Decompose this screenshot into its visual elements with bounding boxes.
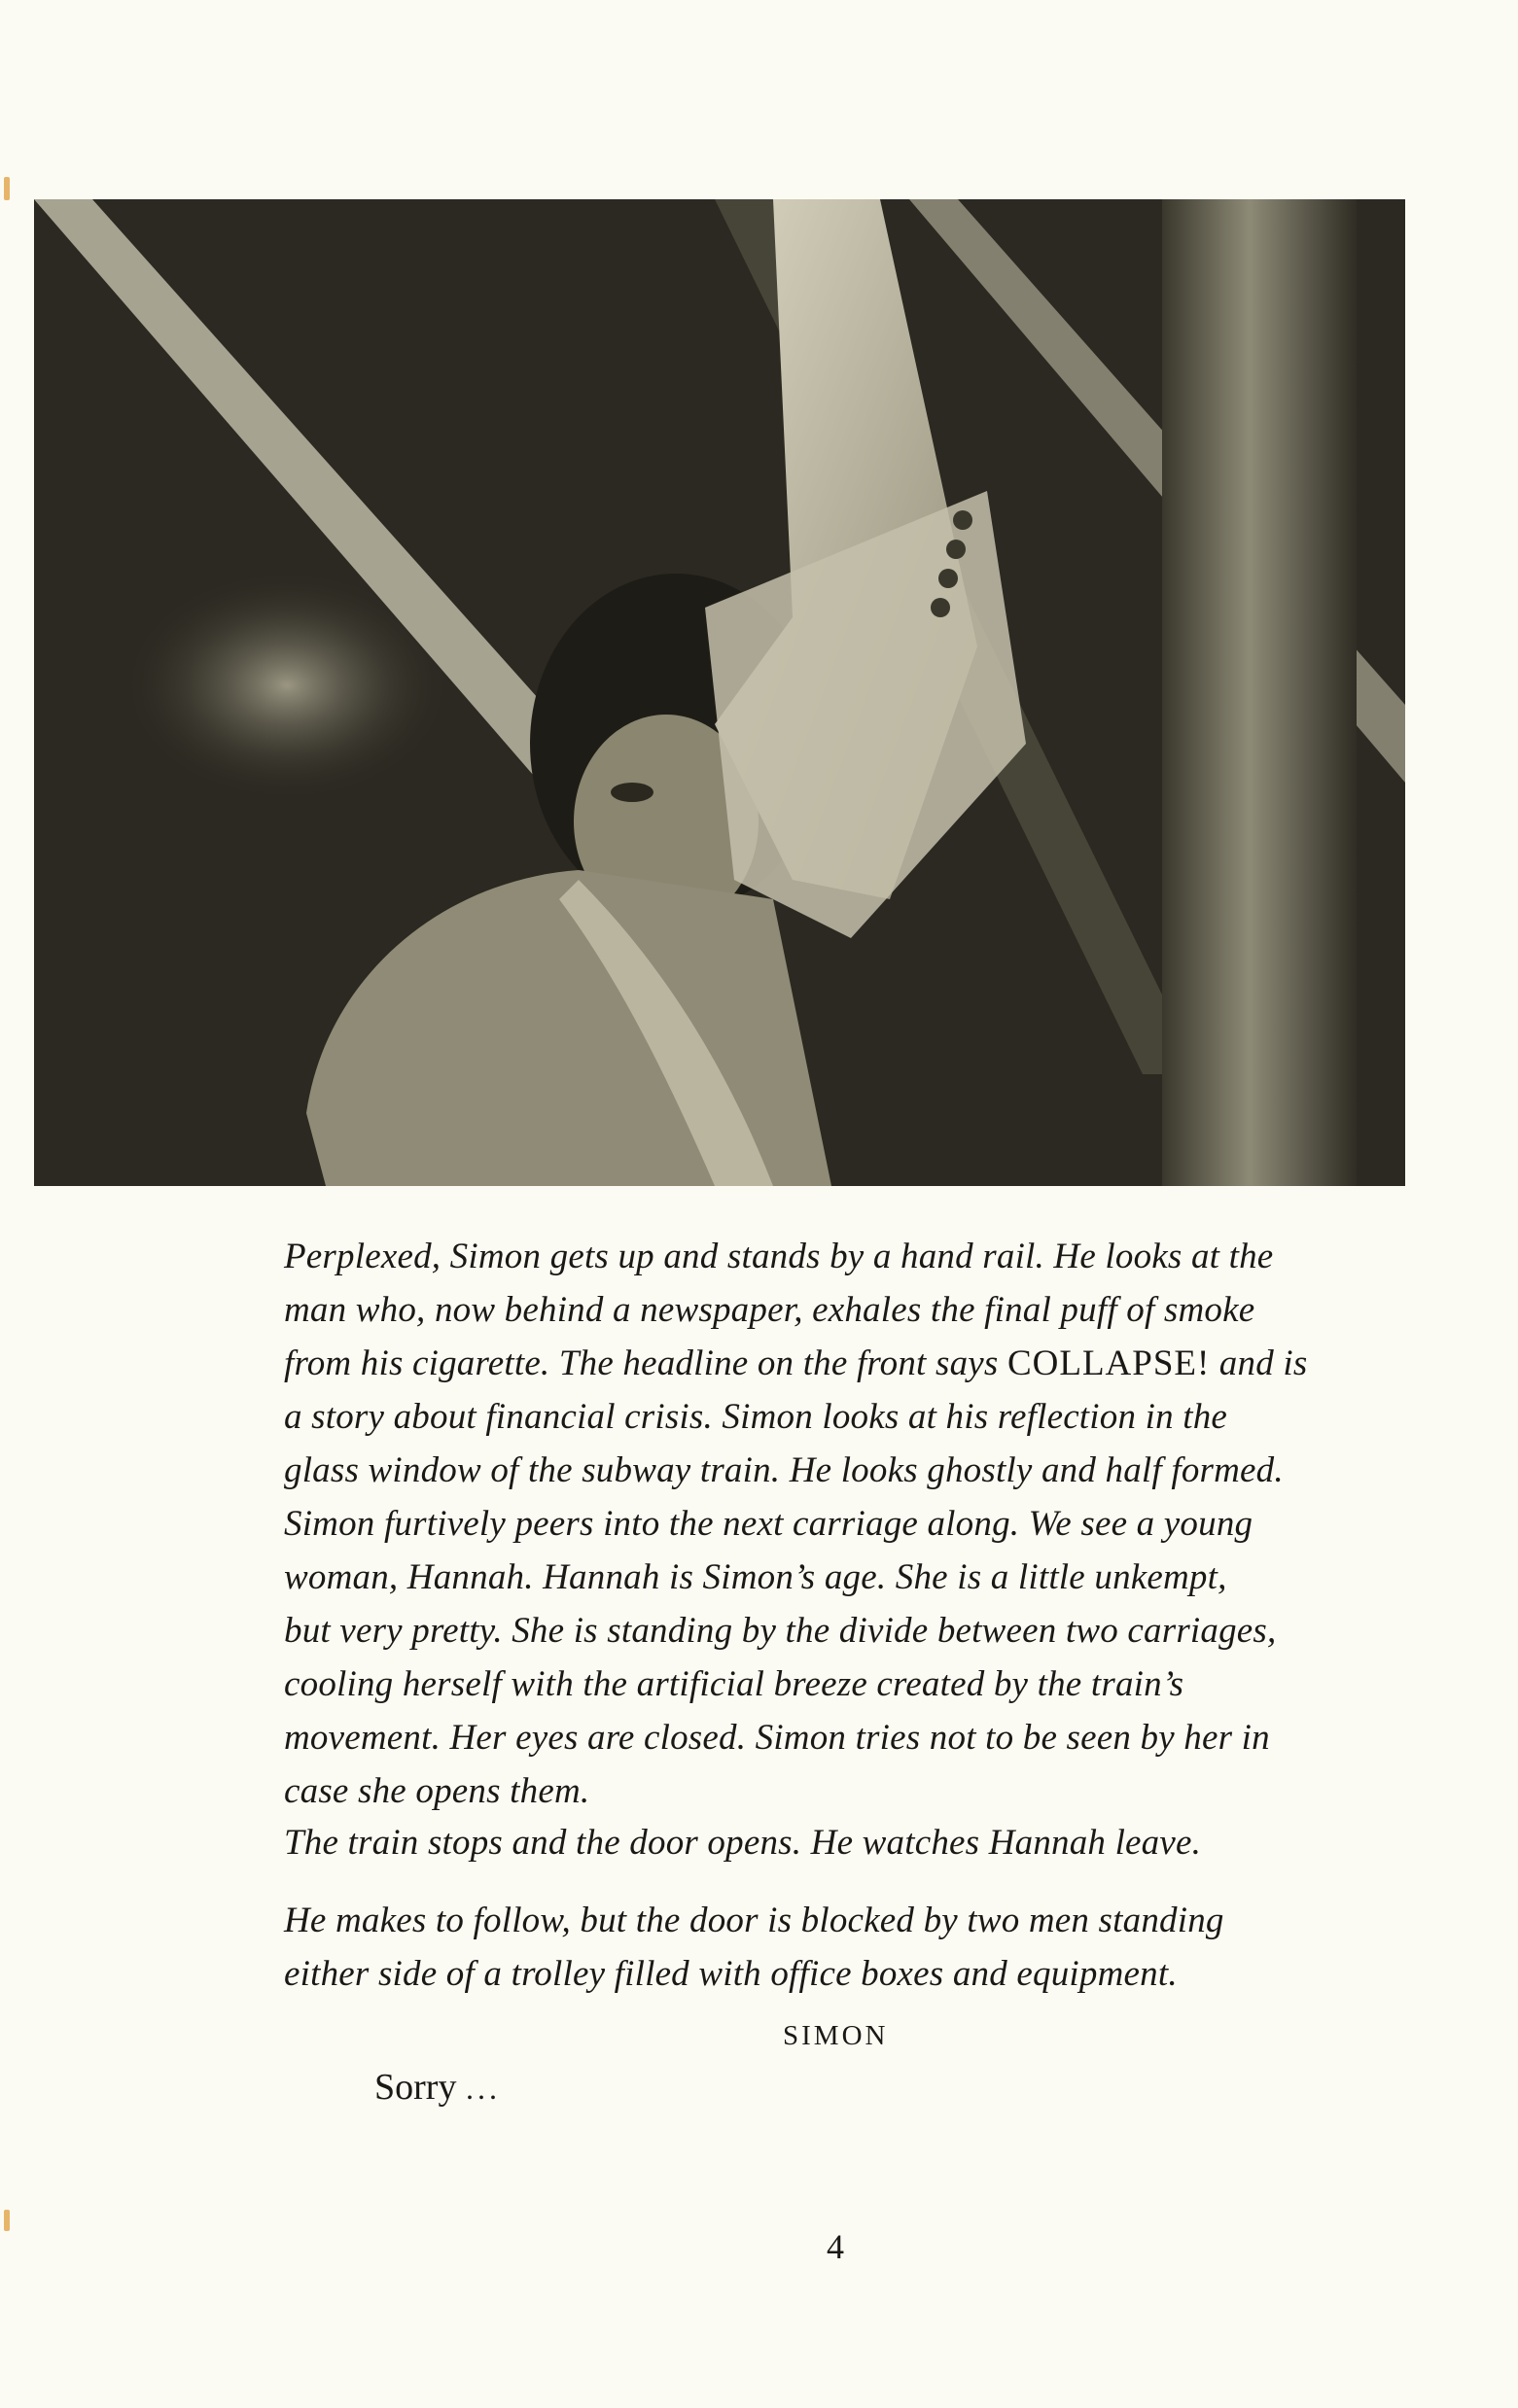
photo-image xyxy=(34,199,1405,1186)
dialogue-text: Sorry xyxy=(374,2067,457,2108)
action-paragraph-4: He makes to follow, but the door is blocked by two men standing either side of a trolley filled with office boxes and equipment. xyxy=(284,1901,1224,1994)
headline-word: COLLAPSE! xyxy=(1006,1344,1211,1383)
edge-stain xyxy=(4,177,10,200)
edge-stain xyxy=(4,2210,10,2231)
action-paragraph-3: The train stops and the door opens. He watches Hannah leave. xyxy=(284,1823,1202,1863)
dialogue-ellipsis: ... xyxy=(465,2071,501,2106)
action-paragraph-2: Simon furtively peers into the next carriage along. We see a young woman, Hannah. Hannah is Simon’s age. She is a little unkempt, but very pretty. She is standing by the divide between two carriages, cooling herself with the artificial breeze created by the train’s movement. Her eyes are closed. Simon tries not to be seen by her in case she opens them. xyxy=(284,1504,1277,1811)
action-text: Perplexed, Simon gets up and stands by a hand rail. He looks at the man who, now behind a newspaper, exhales the final puff of smoke from his cigarette. The headline on the front says xyxy=(284,1237,1274,1383)
film-still-photo xyxy=(34,199,1405,1186)
action-text-tail: and is a story about financial crisis. Simon looks at his reflection in the glass window of the subway train. He looks ghostly and half formed. xyxy=(284,1344,1308,1490)
page-number: 4 xyxy=(827,2227,844,2266)
character-name: SIMON xyxy=(783,2020,889,2051)
dialogue-line xyxy=(374,2066,501,2109)
action-paragraph-1 xyxy=(284,1230,1412,1497)
